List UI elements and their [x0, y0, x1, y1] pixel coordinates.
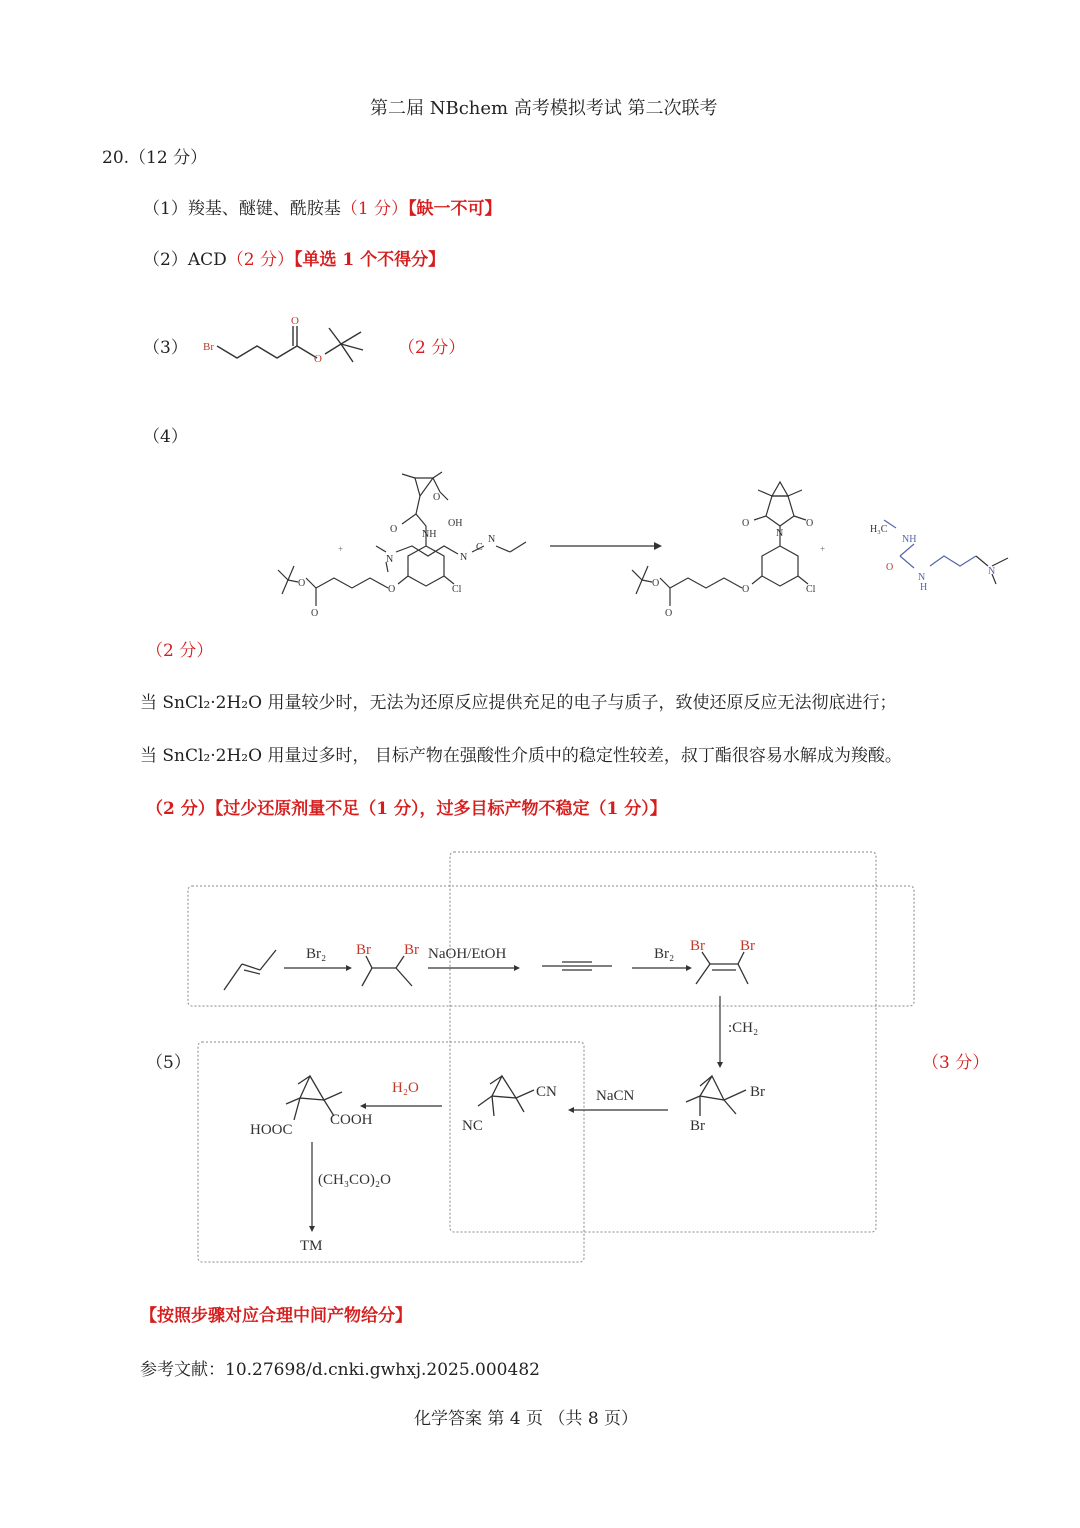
p1-atom-o5: O — [652, 578, 660, 589]
atom-br-5: Br — [750, 1084, 765, 1100]
p2-atom-o: O — [886, 562, 894, 573]
r1-atom-cl: Cl — [452, 584, 462, 595]
r1-atom-o: O — [433, 492, 441, 503]
part5-note: 【按照步骤对应合理中间产物给分】 — [140, 1306, 412, 1326]
p2-atom-n: N — [918, 572, 926, 583]
p1-atom-o2: O — [806, 518, 814, 529]
p1-atom-o1: O — [742, 518, 750, 529]
reactant-2 — [376, 542, 526, 572]
r1-atom-o5: O — [298, 578, 306, 589]
question-number: 20.（12 分） — [102, 148, 208, 168]
dashed-boxes — [188, 852, 914, 1262]
part4-label: （4） — [143, 427, 188, 447]
part4-reaction-scheme — [130, 470, 1050, 620]
reagent-br2-2: Br₂ — [654, 946, 675, 962]
atom-o-carbonyl: O — [291, 315, 299, 327]
r1-atom-o3: O — [388, 584, 396, 595]
p2-atom-n2: N — [988, 566, 996, 577]
atom-br-3: Br — [690, 938, 705, 954]
reagent-h2o: H₂O — [392, 1080, 419, 1096]
atom-br: Br — [203, 341, 214, 353]
r2-atom-n1: N — [386, 554, 394, 565]
p1-atom-o3: O — [742, 584, 750, 595]
p1-atom-cl: Cl — [806, 584, 816, 595]
part1-answer — [143, 194, 502, 219]
r2-atom-c: C — [476, 542, 483, 553]
page-title: 第二届 NBchem 高考模拟考试 第二次联考 — [370, 98, 718, 119]
group-hooc: HOOC — [250, 1122, 293, 1138]
p1-atom-n: N — [776, 528, 784, 539]
plus-sign-1: + — [338, 544, 344, 554]
reagent-naoh-etoh: NaOH/EtOH — [428, 946, 507, 962]
part5-score: （3 分） — [922, 1053, 990, 1073]
atom-br-1: Br — [356, 942, 371, 958]
part4-explanation-2: 当 SnCl₂·2H₂O 用量过多时， 目标产物在强酸性介质中的稳定性较差，叔丁酯很容易水解成为羧酸。 — [140, 746, 902, 766]
r1-atom-o2: O — [390, 524, 398, 535]
part1-score: （1 分） — [340, 199, 409, 219]
part3-structure — [195, 310, 375, 370]
reagent-ac2o: (CH₃CO)₂O — [318, 1172, 391, 1188]
atom-br-4: Br — [740, 938, 755, 954]
part2-note: 【单选 1 个不得分】 — [293, 250, 446, 270]
reference-doi: 10.27698/d.cnki.gwhxj.2025.000482 — [225, 1360, 540, 1380]
page-footer: 化学答案 第 4 页 （共 8 页） — [414, 1409, 639, 1429]
part5-label: （5） — [146, 1053, 191, 1073]
plus-sign-2: + — [820, 544, 826, 554]
r1-atom-nh: NH — [422, 529, 437, 540]
part2-answer — [143, 245, 445, 270]
part3-label: （3） — [143, 338, 188, 358]
atom-br-2: Br — [404, 942, 419, 958]
target-molecule: TM — [300, 1238, 323, 1254]
part4-note: （2 分）【过少还原剂量不足（1 分），过多目标产物不稳定（1 分）】 — [146, 799, 667, 819]
atom-br-6: Br — [690, 1118, 705, 1134]
r2-atom-n3: N — [488, 534, 496, 545]
atom-o-ester: O — [314, 353, 322, 365]
part4-explanation-1: 当 SnCl₂·2H₂O 用量较少时，无法为还原反应提供充足的电子与质子，致使还原反应无法彻底进行； — [140, 693, 897, 713]
product-2 — [884, 520, 976, 568]
part1-label: （1）羧基、醚键、酰胺基 — [143, 199, 341, 219]
p2-atom-h3c: H₃C — [870, 524, 888, 535]
part4-score: （2 分） — [146, 641, 214, 661]
r1-atom-o4: O — [311, 608, 319, 619]
r2-atom-n2: N — [460, 552, 468, 563]
reference-label: 参考文献： — [140, 1360, 225, 1380]
r1-atom-oh: OH — [448, 518, 463, 529]
p2-atom-nh: NH — [902, 534, 917, 545]
reagent-ch2: :CH₂ — [728, 1020, 759, 1036]
group-nc: NC — [462, 1118, 483, 1134]
group-cn: CN — [536, 1084, 557, 1100]
part2-score: （2 分） — [226, 250, 294, 270]
p1-atom-o4: O — [665, 608, 673, 619]
p2-atom-h: H — [920, 582, 928, 593]
group-cooh: COOH — [330, 1112, 373, 1128]
reagent-br2-1: Br₂ — [306, 946, 327, 962]
reference — [140, 1355, 540, 1380]
part1-note: 【缺一不可】 — [408, 199, 502, 219]
part3-score: （2 分） — [398, 338, 466, 358]
reagent-nacn: NaCN — [596, 1088, 635, 1104]
part2-label: （2）ACD — [143, 250, 227, 270]
